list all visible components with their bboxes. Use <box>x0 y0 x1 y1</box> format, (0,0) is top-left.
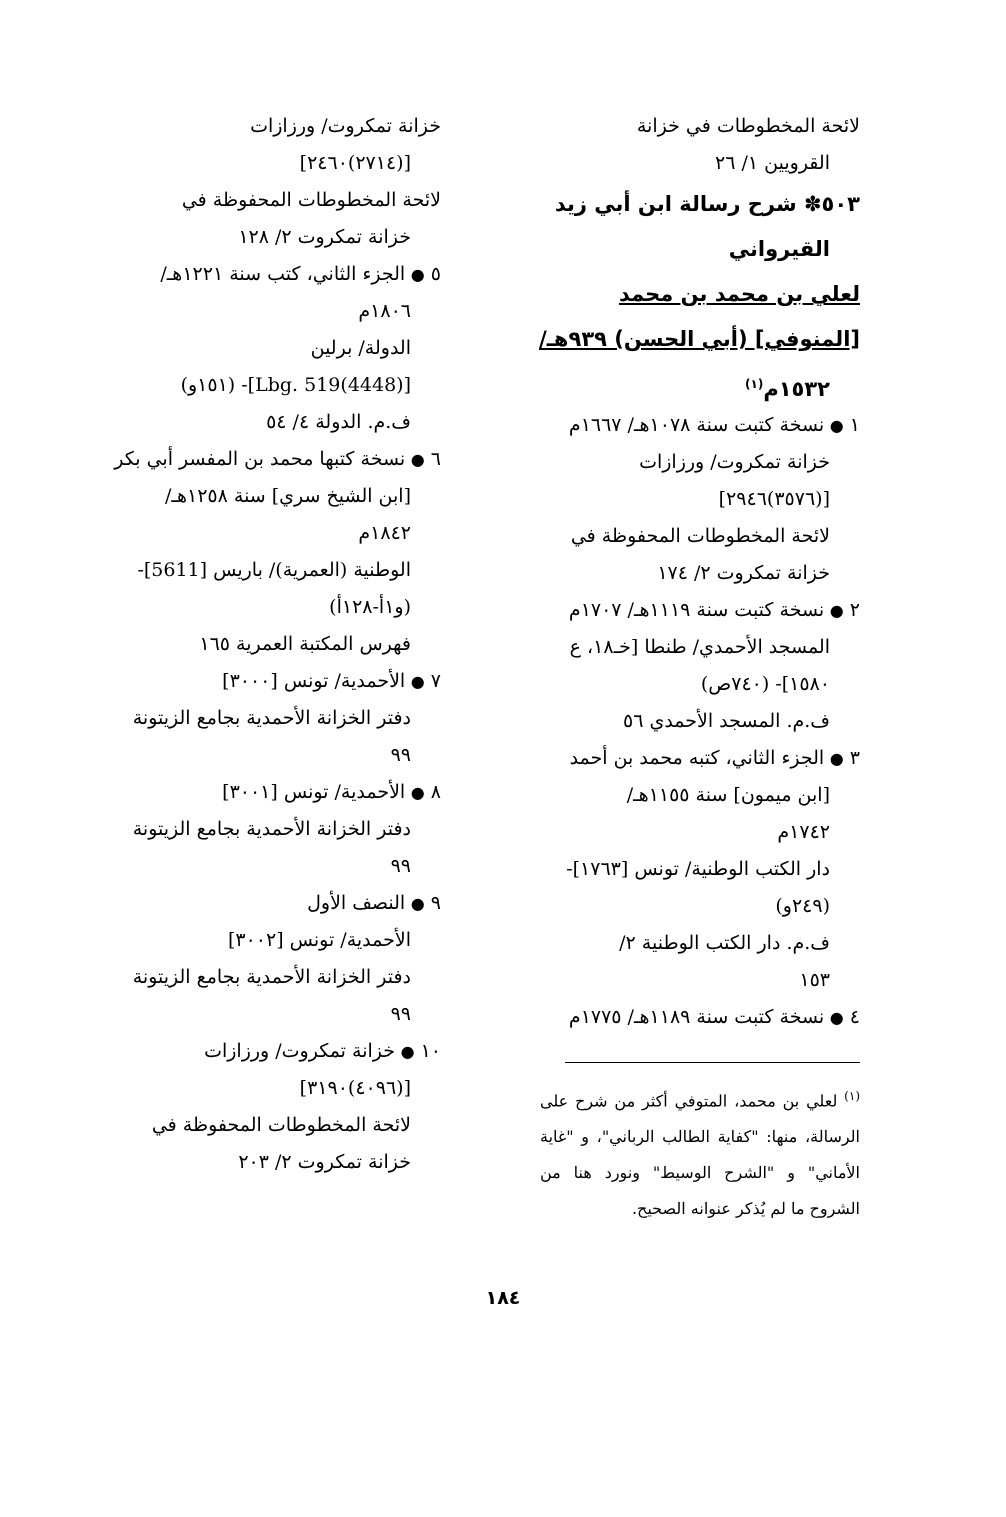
item-text: المسجد الأحمدي/ طنطا [خـ١٨، ع <box>569 636 830 658</box>
entry-heading-cont: القيرواني <box>728 237 830 261</box>
item-text: (٢٤٩و) <box>775 895 830 917</box>
item-text: الأحمدية/ تونس [٣٠٠١] <box>222 781 406 803</box>
entry-heading: ٥٠٣✽ شرح رسالة ابن أبي زيد <box>554 192 860 216</box>
item-number: ٧ <box>424 670 441 692</box>
list-item-line <box>132 811 441 848</box>
item-number: ١ <box>843 414 860 436</box>
list-item-line <box>518 740 860 777</box>
item-text: الجزء الثاني، كتبه محمد بن أحمد <box>569 747 825 769</box>
list-item-line <box>141 330 441 367</box>
list-item-line <box>518 703 860 740</box>
list-item-line <box>141 737 441 774</box>
list-item-line <box>518 629 860 666</box>
list-item-line <box>518 888 860 925</box>
left-column <box>114 108 441 1181</box>
list-item-line <box>518 999 860 1036</box>
item-text: نسخة كتبت سنة ١٠٧٨هـ/ ١٦٦٧م <box>568 414 825 436</box>
list-item-line <box>141 256 441 293</box>
list-item-line <box>141 663 441 700</box>
item-text: (و١أ-١٢٨أ) <box>329 596 411 618</box>
item-number: ٥ <box>424 263 441 285</box>
bullet-icon: ● <box>405 894 425 913</box>
entry-author: [المنوفي] (أبي الحسن) ٩٣٩هـ/ <box>539 327 860 351</box>
item-text: خزانة تمكروت ٢/ ٢٠٣ <box>238 1151 411 1173</box>
footnote-text: لعلي بن محمد، المتوفي أكثر من شرح على الرسالة، منها: "كفاية الطالب الرباني"، و "غاية الأماني" و "الشرح الوسيط" ونورد هنا من الشروح ما لم يُذكر عنوانه الصحيح. <box>540 1091 860 1219</box>
item-number: ١٠ <box>414 1040 441 1062</box>
list-item-line <box>141 1107 441 1144</box>
item-text: ١٧٤٢م <box>777 821 830 843</box>
item-number: ٨ <box>424 781 441 803</box>
item-text: نسخة كتبت سنة ١١١٩هـ/ ١٧٠٧م <box>568 599 825 621</box>
item-text: ١٥٨٠]- (٧٤٠ص) <box>700 673 830 695</box>
item-text: دفتر الخزانة الأحمدية بجامع الزيتونة <box>132 818 411 840</box>
entry-author-date <box>518 362 860 407</box>
text-line: لائحة المخطوطات المحفوظة في <box>181 189 441 211</box>
footnote <box>540 1078 860 1227</box>
list-item-line <box>518 592 860 629</box>
list-item-line <box>141 367 441 404</box>
footnote-separator <box>565 1062 860 1063</box>
item-text: ف.م. المسجد الأحمدي ٥٦ <box>622 710 830 732</box>
item-text: [(٣٥٧٦)٢٩٤٦] <box>718 488 830 510</box>
list-item-line <box>141 589 441 626</box>
item-text: الدولة/ برلين <box>310 337 411 359</box>
bullet-icon: ● <box>405 450 425 469</box>
item-text: [ابن ميمون] سنة ١١٥٥هـ/ <box>626 784 830 806</box>
item-text: الوطنية (العمرية)/ باريس [5611]- <box>137 559 411 581</box>
item-text: الأحمدية/ تونس [٣٠٠٢] <box>227 929 411 951</box>
list-item-line <box>518 851 860 888</box>
list-item-line <box>141 293 441 330</box>
item-text: [ابن الشيخ سري] سنة ١٢٥٨هـ/ <box>165 485 411 507</box>
item-text: الأحمدية/ تونس [٣٠٠٠] <box>222 670 406 692</box>
list-item-line <box>518 555 860 592</box>
list-item-line <box>518 814 860 851</box>
list-item-line <box>141 1033 441 1070</box>
list-item-line <box>132 959 441 996</box>
item-text: ١٨٤٢م <box>358 522 411 544</box>
list-item-line <box>141 774 441 811</box>
item-text: ف.م. دار الكتب الوطنية ٢/ <box>619 932 830 954</box>
text-line: لائحة المخطوطات في خزانة <box>636 115 860 137</box>
item-text: ٩٩ <box>390 855 411 877</box>
item-text: الجزء الثاني، كتب سنة ١٢٢١هـ/ <box>160 263 406 285</box>
text-line: [(٢٧١٤)٢٤٦٠] <box>299 152 411 174</box>
list-item-line <box>518 518 860 555</box>
list-item-line <box>141 1144 441 1181</box>
page-number: ١٨٤ <box>485 1287 521 1309</box>
item-text: [(٤٠٩٦)٣١٩٠] <box>299 1077 411 1099</box>
list-item-line <box>518 777 860 814</box>
item-text: لائحة المخطوطات المحفوظة في <box>151 1114 411 1136</box>
item-text: لائحة المخطوطات المحفوظة في <box>570 525 830 547</box>
item-text: دفتر الخزانة الأحمدية بجامع الزيتونة <box>132 966 411 988</box>
footnote-marker: (١) <box>844 1089 860 1103</box>
item-text: النصف الأول <box>307 892 406 914</box>
item-text: [(4448)Lbg. 519]- (١٥١و) <box>180 374 411 396</box>
bullet-icon: ● <box>395 1042 415 1061</box>
item-number: ٩ <box>424 892 441 914</box>
list-item-line <box>141 515 441 552</box>
list-item-line <box>137 552 441 589</box>
bullet-icon: ● <box>824 1008 844 1027</box>
item-text: ٩٩ <box>390 1003 411 1025</box>
list-item-line <box>141 404 441 441</box>
list-item-line <box>141 996 441 1033</box>
text-line: خزانة تمكروت ٢/ ١٢٨ <box>238 226 411 248</box>
list-item-line <box>132 700 441 737</box>
item-text: خزانة تمكروت/ ورزازات <box>204 1040 395 1062</box>
list-item-line <box>141 478 441 515</box>
list-item-line <box>141 626 441 663</box>
item-text: ف.م. الدولة ٤/ ٥٤ <box>266 411 411 433</box>
item-text: خزانة تمكروت ٢/ ١٧٤ <box>657 562 830 584</box>
bullet-icon: ● <box>405 783 425 802</box>
author-date-text: ١٥٣٢م <box>763 377 830 401</box>
text-line: خزانة تمكروت/ ورزازات <box>250 115 441 137</box>
list-item-line <box>141 1070 441 1107</box>
list-item-line <box>518 666 860 703</box>
item-text: خزانة تمكروت/ ورزازات <box>639 451 830 473</box>
right-items <box>518 407 860 1036</box>
footnote-marker: (١) <box>745 377 764 391</box>
text-line: القرويين ١/ ٢٦ <box>715 152 830 174</box>
item-number: ٦ <box>424 448 441 470</box>
item-text: دفتر الخزانة الأحمدية بجامع الزيتونة <box>132 707 411 729</box>
right-column <box>518 108 860 1036</box>
left-items <box>114 256 441 1181</box>
item-number: ٢ <box>843 599 860 621</box>
list-item-line <box>141 885 441 922</box>
item-text: نسخة كتبها محمد بن المفسر أبي بكر <box>114 448 406 470</box>
list-item-line <box>141 848 441 885</box>
list-item-line <box>518 444 860 481</box>
item-number: ٣ <box>843 747 860 769</box>
item-text: نسخة كتبت سنة ١١٨٩هـ/ ١٧٧٥م <box>568 1006 825 1028</box>
list-item-line <box>518 407 860 444</box>
item-text: ١٨٠٦م <box>358 300 411 322</box>
bullet-icon: ● <box>405 672 425 691</box>
list-item-line <box>518 925 860 962</box>
item-text: دار الكتب الوطنية/ تونس [١٧٦٣]- <box>566 858 830 880</box>
list-item-line <box>141 922 441 959</box>
entry-author: لعلي بن محمد بن محمد <box>618 282 860 306</box>
list-item-line <box>518 962 860 999</box>
bullet-icon: ● <box>405 265 425 284</box>
item-text: ٩٩ <box>390 744 411 766</box>
item-text: ١٥٣ <box>799 969 830 991</box>
bullet-icon: ● <box>824 416 844 435</box>
list-item-line <box>518 481 860 518</box>
list-item-line <box>114 441 441 478</box>
bullet-icon: ● <box>824 749 844 768</box>
item-text: فهرس المكتبة العمرية ١٦٥ <box>199 633 411 655</box>
bullet-icon: ● <box>824 601 844 620</box>
item-number: ٤ <box>843 1006 860 1028</box>
